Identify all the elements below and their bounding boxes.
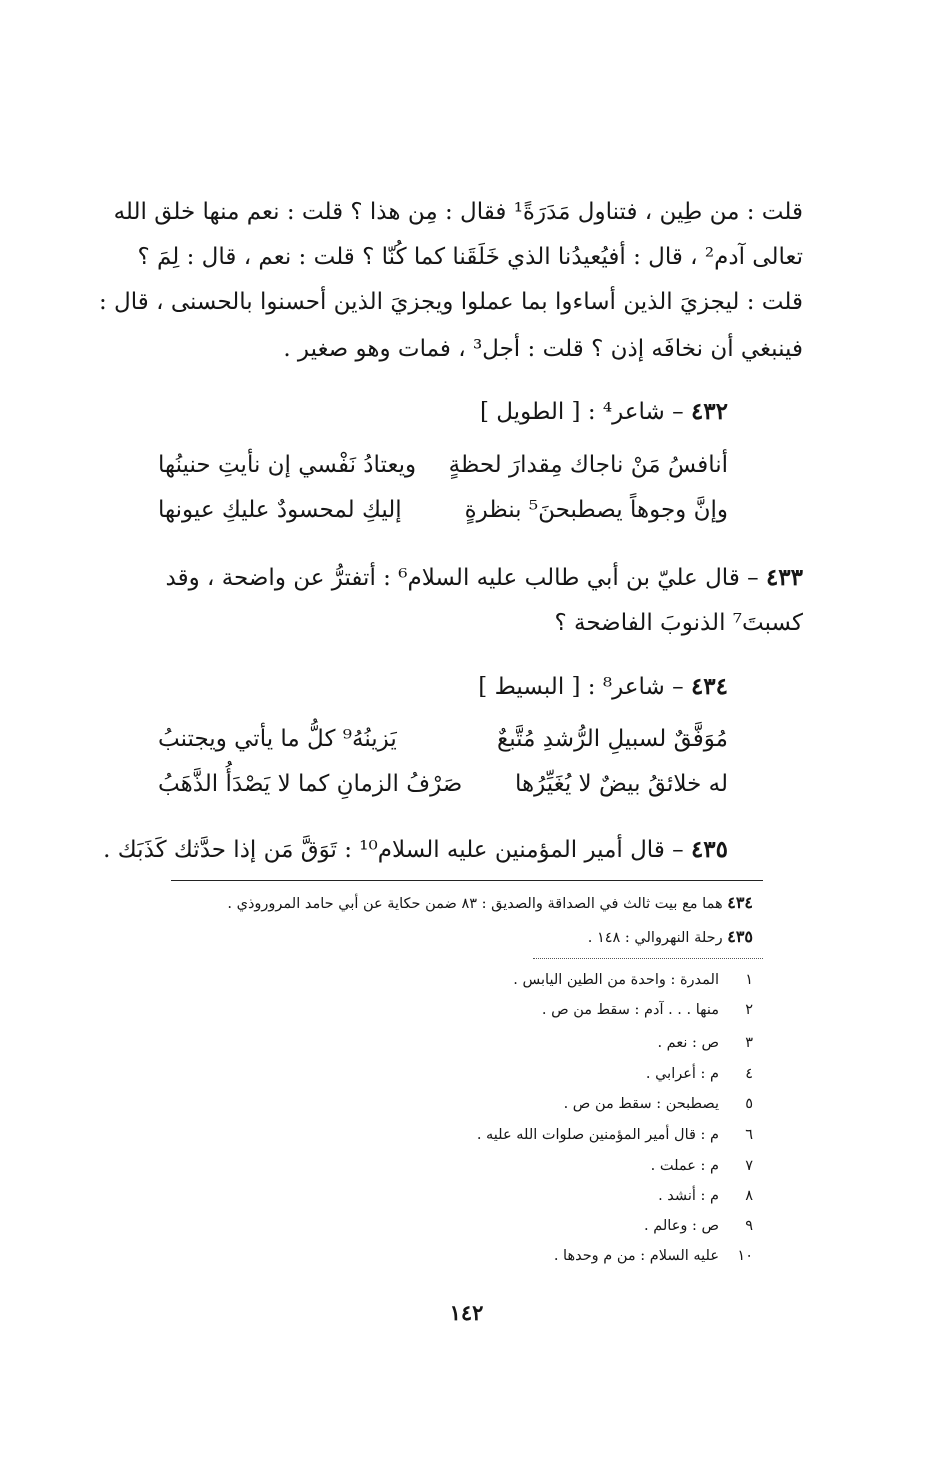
- source-note: [588, 927, 753, 946]
- footnote-number: ١٠: [737, 1248, 753, 1264]
- verse-second-hemistich: ويعتادُ نَفْسي إن نأيتِ حنينُها: [158, 452, 417, 478]
- footnote-number: ٩: [745, 1218, 753, 1234]
- verse-row: [158, 452, 728, 486]
- verse-row: [158, 497, 728, 531]
- footnote: [658, 1188, 753, 1214]
- prose-line-4: فينبغي أن نخافَه إذن ؟ قلت : أجل³ ، فمات وهو صغير .: [283, 336, 803, 362]
- prose-line-3: قلت : ليجزيَ الذين أساءوا بما عملوا ويجزيَ الذين أحسنوا بالحسنى ، قال :: [99, 289, 803, 315]
- source-note: [227, 893, 753, 912]
- footnote-number: ٤: [745, 1066, 753, 1082]
- verse-row: [158, 726, 728, 760]
- footnote-number: ٥: [745, 1096, 753, 1112]
- footnote: [513, 972, 753, 998]
- entry-number: ٤٣٥: [690, 836, 728, 863]
- footnote-number: ١: [745, 972, 753, 988]
- verse-row: [158, 771, 728, 805]
- prose-line-2: تعالى آدم² ، قال : أفيُعيدُنا الذي خَلَقَنا كما كُنّا ؟ قلت : نعم ، قال : لِمَ ؟: [137, 244, 803, 270]
- footnote-text: م : أعرابي .: [645, 1066, 719, 1082]
- footnote: [554, 1248, 753, 1274]
- footnote-text: ص : نعم .: [657, 1035, 719, 1051]
- footnote-number: ٧: [745, 1158, 753, 1174]
- source-number: ٤٣٥: [727, 927, 753, 946]
- footnote-text: م : عملت .: [650, 1158, 719, 1174]
- entry-text: – شاعر⁸ : [ البسيط ]: [478, 674, 691, 700]
- prose-line-1: قلت : من طِين ، فتناول مَدَرَةً¹ فقال : مِن هذا ؟ قلت : نعم منها خلق الله: [113, 199, 803, 225]
- verse-first-hemistich: له خلائقُ بيضٌ لا يُغَيِّرُها: [514, 771, 728, 797]
- source-number: ٤٣٤: [727, 893, 753, 912]
- footnote-text: م : قال أمير المؤمنين صلوات الله عليه .: [476, 1127, 719, 1143]
- footnote-text: منها . . . آدم : سقط من ص .: [541, 1002, 719, 1018]
- verse-second-hemistich: صَرْفُ الزمانِ كما لا يَصْدَأُ الذَّهَبُ: [158, 771, 463, 797]
- verse-first-hemistich: وإنَّ وجوهاً يصطبحنَ⁵ بنظرةٍ: [464, 497, 728, 523]
- footnote: [651, 1158, 753, 1184]
- verse-first-hemistich: مُوَفَّقٌ لسبيلِ الرُّشدِ مُتَّبعٌ: [496, 726, 728, 752]
- source-text: هما مع بيت ثالث في الصداقة والصديق : ٨٣ ضمن حكاية عن أبي حامد المروروذي .: [227, 896, 728, 912]
- entry-433-line-1: [133, 565, 803, 591]
- source-text: رحلة النهروالي : ١٤٨ .: [587, 930, 728, 946]
- footnote-text: يصطبحن : سقط من ص .: [563, 1096, 719, 1112]
- entry-433-line-2: كسبتَ⁷ الذنوبَ الفاضحة ؟: [554, 610, 803, 636]
- footnote-number: ٨: [745, 1188, 753, 1204]
- footnote-number: ٣: [745, 1035, 753, 1051]
- dotted-separator: [533, 958, 763, 959]
- footnote: [644, 1218, 753, 1244]
- footnote-rule: [171, 880, 763, 881]
- footnote: [477, 1127, 753, 1153]
- footnote-number: ٦: [745, 1127, 753, 1143]
- footnote: [657, 1035, 753, 1061]
- verse-second-hemistich: يَزينُهُ⁹ كلُّ ما يأتي ويجتنبُ: [158, 726, 397, 752]
- page-number: ١٤٢: [449, 1300, 484, 1325]
- entry-434-heading: [478, 673, 728, 700]
- entry-435-heading: [103, 836, 728, 863]
- footnote-text: المدرة : واحدة من الطين اليابس .: [513, 972, 719, 988]
- footnote-text: م : أنشد .: [658, 1188, 719, 1204]
- footnote-number: ٢: [745, 1002, 753, 1018]
- entry-number: ٤٣٤: [690, 673, 728, 700]
- entry-432-heading: [480, 398, 728, 425]
- footnote: [646, 1066, 753, 1092]
- footnote-text: ص : وعالم .: [644, 1218, 719, 1234]
- verse-first-hemistich: أنافسُ مَنْ ناجاك مِقدارَ لحظةٍ: [448, 452, 728, 478]
- verse-second-hemistich: إليكِ لمحسودٌ عليكِ عيونها: [158, 497, 402, 523]
- entry-text: – شاعر⁴ : [ الطويل ]: [479, 399, 691, 425]
- entry-text: – قال أمير المؤمنين عليه السلام¹⁰ : تَوَقَّ مَن إذا حدَّثك كَذَبَك .: [103, 837, 691, 863]
- entry-text: – قال عليّ بن أبي طالب عليه السلام⁶ : أتفترُّ عن واضحة ، وقد: [165, 565, 766, 591]
- footnote-text: عليه السلام : من م وحدها .: [553, 1248, 719, 1264]
- entry-number: ٤٣٣: [765, 564, 803, 591]
- footnote: [564, 1096, 753, 1122]
- entry-number: ٤٣٢: [690, 398, 728, 425]
- footnote: [542, 1002, 753, 1028]
